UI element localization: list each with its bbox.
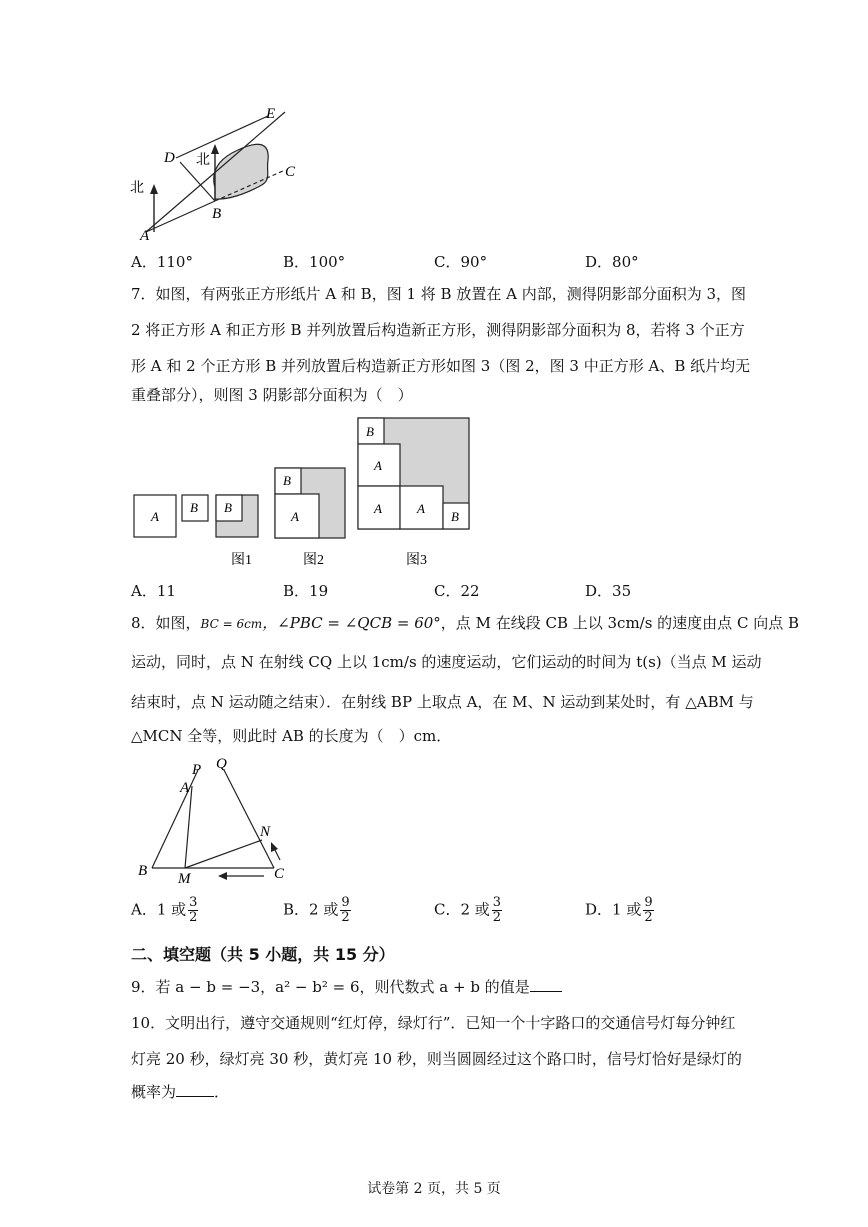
q6-option-b: B．100° xyxy=(283,253,346,271)
label-north-B: 北 xyxy=(196,153,210,168)
q8-option-b xyxy=(283,896,351,925)
north-arrowhead-A xyxy=(150,184,158,194)
label-A: A xyxy=(374,501,382,516)
motion-arrowhead-M xyxy=(218,872,227,880)
label-A: A xyxy=(140,228,150,244)
q7-option-b: B．19 xyxy=(283,582,329,600)
q10-answer-blank[interactable] xyxy=(176,1082,214,1097)
label-A: A xyxy=(417,501,425,516)
q8-option-a-prefix: A．1 或 xyxy=(131,900,187,919)
q8-option-a-den: 2 xyxy=(189,910,198,925)
q9-answer-blank[interactable] xyxy=(530,977,562,992)
motion-arrowhead-N xyxy=(271,842,278,852)
q6-option-a: A．110° xyxy=(131,253,193,271)
q8-intro: 8．如图， xyxy=(131,614,201,632)
caption-fig1: 图1 xyxy=(231,553,252,568)
label-B: B xyxy=(366,424,374,439)
q8-option-d-prefix: D．1 或 xyxy=(585,900,642,919)
ray-BP xyxy=(152,770,198,868)
q7-line-4: 重叠部分），则图 3 阴影部分面积为（ ） xyxy=(131,386,413,404)
q10-prefix: 概率为 xyxy=(131,1083,177,1101)
segment-AM xyxy=(185,786,192,868)
q8-angle-condition: ，∠PBC = ∠QCB = 60° xyxy=(262,614,441,632)
q8-option-d-fraction xyxy=(643,896,653,925)
shaded-lake xyxy=(214,144,268,199)
page-footer: 试卷第 2 页，共 5 页 xyxy=(367,1181,501,1197)
q9-text: 9．若 a − b = −3，a² − b² = 6，则代数式 a + b 的值是 xyxy=(131,978,530,996)
q9-line xyxy=(131,977,562,997)
q7-option-c: C．22 xyxy=(434,582,480,600)
q10-suffix: ． xyxy=(214,1083,230,1101)
label-Q: Q xyxy=(216,756,227,772)
label-A: A xyxy=(151,509,159,524)
label-N: N xyxy=(260,824,271,840)
q7-option-d: D．35 xyxy=(585,582,632,600)
q8-option-a xyxy=(131,896,198,925)
q8-option-a-num: 3 xyxy=(189,895,198,910)
q8-option-b-num: 9 xyxy=(341,895,350,910)
q10-line-3 xyxy=(131,1082,229,1102)
q8-option-d-den: 2 xyxy=(644,910,653,925)
label-B: B xyxy=(190,500,198,515)
label-north-A: 北 xyxy=(130,181,144,196)
label-E: E xyxy=(266,106,276,122)
label-A: A xyxy=(374,458,382,473)
label-B: B xyxy=(283,473,291,488)
label-P: P xyxy=(192,762,202,778)
label-A: A xyxy=(180,780,190,796)
q8-option-c-fraction xyxy=(492,896,502,925)
q6-option-c: C．90° xyxy=(434,253,488,271)
q8-line-1 xyxy=(131,613,799,634)
q8-motion-m: ，点 M 在线段 CB 上以 3cm/s 的速度由点 C 向点 B xyxy=(440,614,799,632)
q8-option-d xyxy=(585,896,654,925)
q7-line-3: 形 A 和 2 个正方形 B 并列放置后构造新正方形如图 3（图 2，图 3 中正方形 A、B 纸片均无 xyxy=(131,357,751,375)
label-C: C xyxy=(285,164,296,180)
segment-MN xyxy=(185,840,262,868)
q6-figure xyxy=(120,100,320,245)
q10-line-2: 灯亮 20 秒，绿灯亮 30 秒，黄灯亮 10 秒，则当圆圆经过这个路口时，信号灯恰好是绿灯的 xyxy=(131,1050,742,1068)
label-B: B xyxy=(451,509,459,524)
q8-option-b-prefix: B．2 或 xyxy=(283,900,339,919)
q8-line-4: △MCN 全等，则此时 AB 的长度为（ ）cm． xyxy=(131,727,452,745)
q8-option-c xyxy=(434,896,502,925)
q8-option-c-den: 2 xyxy=(492,910,502,925)
label-B: B xyxy=(212,206,222,222)
caption-fig3: 图3 xyxy=(406,553,427,568)
caption-fig2: 图2 xyxy=(303,553,324,568)
label-A: A xyxy=(291,509,299,524)
q6-option-d: D．80° xyxy=(585,253,639,271)
q8-option-d-num: 9 xyxy=(644,895,653,910)
label-M: M xyxy=(178,871,191,887)
ray-CQ xyxy=(224,770,274,868)
north-arrowhead-B xyxy=(211,144,219,154)
q8-option-c-num: 3 xyxy=(492,895,502,910)
line-AB-base xyxy=(146,201,215,232)
q8-option-b-den: 2 xyxy=(341,910,350,925)
q8-bc-length: BC = 6cm xyxy=(200,617,263,631)
label-C: C xyxy=(274,866,285,882)
q8-line-2: 运动，同时，点 N 在射线 CQ 上以 1cm/s 的速度运动，它们运动的时间为 t(s)（当点 M 运动 xyxy=(131,653,762,671)
q8-option-c-prefix: C．2 或 xyxy=(434,900,490,919)
q7-option-a: A．11 xyxy=(131,582,176,600)
q8-line-3: 结束时，点 N 运动随之结束）．在射线 BP 上取点 A，在 M、N 运动到某处时，有 △ABM 与 xyxy=(131,693,754,711)
q7-figures xyxy=(125,410,485,575)
q8-option-a-fraction xyxy=(188,896,198,925)
q7-line-1: 7．如图，有两张正方形纸片 A 和 B，图 1 将 B 放置在 A 内部，测得阴影部分面积为 3，图 xyxy=(131,285,747,303)
q7-line-2: 2 将正方形 A 和正方形 B 并列放置后构造新正方形，测得阴影部分面积为 8，若将 3 个正方 xyxy=(131,321,745,339)
label-B: B xyxy=(138,863,148,879)
section-heading: 二、填空题（共 5 小题，共 15 分） xyxy=(131,945,395,964)
label-B: B xyxy=(224,500,232,515)
q10-line-1: 10．文明出行，遵守交通规则“红灯停，绿灯行”．已知一个十字路口的交通信号灯每分钟红 xyxy=(131,1014,736,1032)
label-D: D xyxy=(164,150,175,166)
q8-figure xyxy=(130,752,300,887)
q8-option-b-fraction xyxy=(340,896,350,925)
